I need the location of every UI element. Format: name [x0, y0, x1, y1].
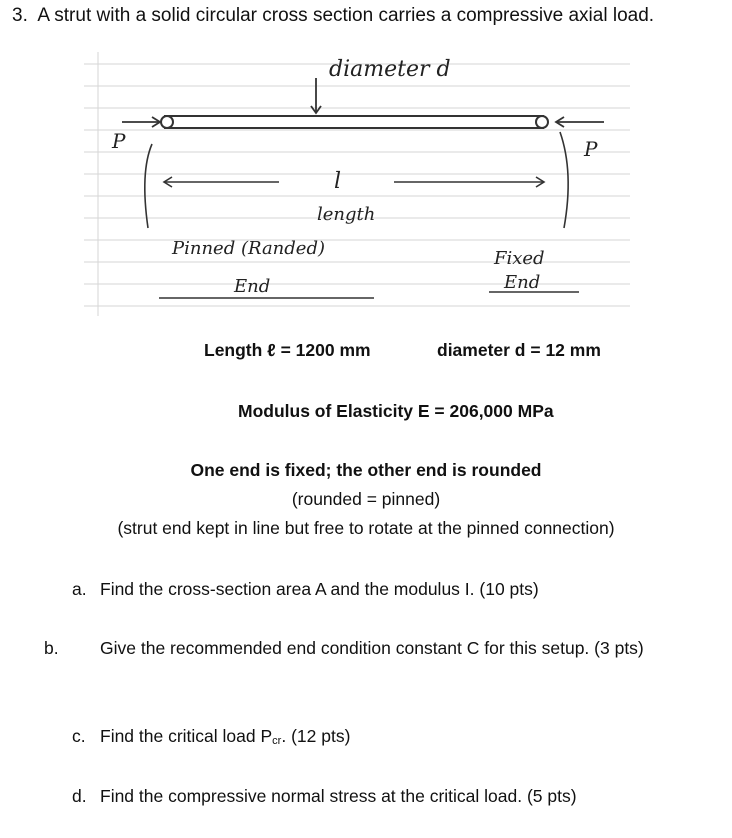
- given-length: Length ℓ = 1200 mm: [204, 340, 371, 360]
- length-word: length: [317, 204, 376, 225]
- length-symbol: l: [334, 169, 342, 194]
- part-b: [44, 634, 732, 662]
- pinned-label: Pinned (Randed): [172, 238, 325, 259]
- load-label-right: P: [584, 137, 598, 161]
- strut-note: (strut end kept in line but free to rotate at the pinned connection): [117, 518, 615, 538]
- part-a-label: a.: [72, 579, 87, 599]
- part-c-subscript: cr: [272, 735, 282, 747]
- pinned-end-label: End: [234, 276, 271, 297]
- load-arrows: [122, 117, 604, 127]
- part-a-text: Find the cross-section area A and the modulus I. (10 pts): [100, 579, 539, 599]
- part-c-label: c.: [72, 726, 86, 746]
- part-d-text: Find the compressive normal stress at the critical load. (5 pts): [100, 786, 577, 806]
- strut-bar: [161, 116, 548, 128]
- given-diameter: diameter d = 12 mm: [437, 340, 601, 360]
- fixed-end-label: End: [504, 272, 541, 293]
- question-number: 3.: [12, 5, 28, 26]
- strut-sketch: [84, 52, 630, 316]
- part-b-text: Give the recommended end condition constant C for this setup. (3 pts): [100, 638, 644, 658]
- question-heading: [12, 5, 654, 27]
- rounded-note: (rounded = pinned): [291, 489, 441, 509]
- part-d: [72, 782, 577, 810]
- load-label-left: P: [112, 129, 126, 153]
- given-modulus: Modulus of Elasticity E = 206,000 MPa: [238, 401, 554, 421]
- part-c: [72, 722, 350, 755]
- part-d-label: d.: [72, 786, 87, 806]
- part-c-text-prefix: Find the critical load P: [100, 726, 273, 746]
- fixed-label: Fixed: [494, 248, 545, 269]
- part-a: [72, 575, 539, 603]
- part-c-text-suffix: . (12 pts): [281, 726, 351, 746]
- diameter-label: diameter d: [329, 57, 451, 82]
- end-condition: One end is fixed; the other end is rounded: [190, 460, 542, 480]
- diameter-arrow: [311, 78, 321, 113]
- question-text: A strut with a solid circular cross section carries a compressive axial load.: [37, 5, 655, 26]
- part-b-label: b.: [44, 638, 59, 658]
